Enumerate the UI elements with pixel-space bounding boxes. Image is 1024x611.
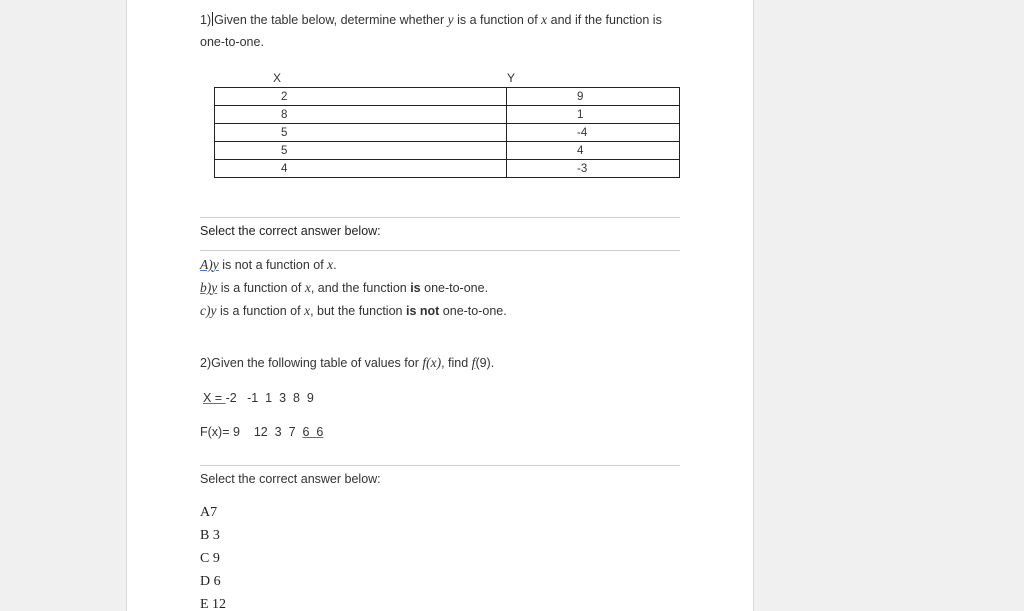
table-cell-x: 2 <box>215 88 507 106</box>
table-cell-y: 1 <box>507 106 680 124</box>
var-x: x <box>304 303 311 318</box>
option-text: is not a function of <box>218 258 328 272</box>
divider <box>200 217 680 218</box>
option-letter: A) <box>200 257 213 272</box>
table-cell-y: -4 <box>507 124 680 142</box>
table-cell-x: 8 <box>215 106 507 124</box>
question-1-number: 1) <box>200 13 212 27</box>
table-row <box>215 88 680 106</box>
question-2-part1: 2)Given the following table of values for <box>200 356 423 370</box>
question-2-select-label: Select the correct answer below: <box>200 472 381 486</box>
text-cursor <box>212 12 213 26</box>
option-text: , but the function <box>310 304 406 318</box>
option-letter: c) <box>200 303 211 318</box>
table-row <box>215 142 680 160</box>
divider <box>200 250 680 251</box>
fx-values-row <box>200 425 323 439</box>
var-y: y <box>211 280 218 295</box>
option-text: , and the function <box>310 281 411 295</box>
question-1-select-label: Select the correct answer below: <box>200 224 381 238</box>
var-x: x <box>304 280 311 295</box>
divider <box>200 465 680 466</box>
question-1-part3: and if the function is one-to-one. <box>200 13 662 49</box>
answer-option-a[interactable] <box>200 257 337 273</box>
var-f: f <box>471 355 476 370</box>
option-text: one-to-one. <box>439 304 507 318</box>
table-row <box>215 124 680 142</box>
question-1-part2: is a function of <box>453 13 542 27</box>
column-header-y: Y <box>507 71 516 85</box>
question-1-part1: Given the table below, determine whether <box>214 13 448 27</box>
option-text: one-to-one. <box>420 281 489 295</box>
column-header-x: X <box>273 71 282 85</box>
xy-table <box>214 87 680 178</box>
table-cell-y: 4 <box>507 142 680 160</box>
option-bold-text: is <box>410 281 421 295</box>
table-cell-x: 4 <box>215 160 507 178</box>
answer-option-a[interactable]: A7 <box>200 505 218 520</box>
x-values-label: X = <box>203 391 226 405</box>
var-y: y <box>212 257 219 272</box>
answer-option-c[interactable]: C 9 <box>200 551 220 566</box>
table-cell-y: -3 <box>507 160 680 178</box>
var-y: y <box>210 303 217 318</box>
answer-option-b[interactable]: B 3 <box>200 528 220 543</box>
answer-option-c[interactable] <box>200 303 507 319</box>
option-bold-text: is not <box>405 304 440 318</box>
question-1-text <box>200 9 680 53</box>
table-cell-y: 9 <box>507 88 680 106</box>
question-2-text <box>200 355 494 371</box>
document-page <box>126 0 754 611</box>
answer-option-b[interactable] <box>200 280 488 296</box>
fx-values: 9 12 3 7 <box>232 425 303 439</box>
var-x: x <box>327 257 334 272</box>
fx-values-label: F(x)= <box>200 425 233 439</box>
option-text: is a function of <box>217 281 305 295</box>
answer-option-d[interactable]: D 6 <box>200 574 221 589</box>
option-text: . <box>333 258 337 272</box>
table-cell-x: 5 <box>215 142 507 160</box>
var-x: x <box>541 12 548 27</box>
question-2-part3: (9). <box>475 356 495 370</box>
x-values: -2 -1 1 3 8 9 <box>225 391 314 405</box>
table-row <box>215 160 680 178</box>
var-fx: f(x) <box>422 355 442 370</box>
option-letter: b) <box>200 280 212 295</box>
table-row <box>215 106 680 124</box>
fx-values-tail: 6 6 <box>302 425 324 439</box>
x-values-row <box>203 391 314 405</box>
var-y: y <box>447 12 454 27</box>
question-2-part2: , find <box>441 356 472 370</box>
table-cell-x: 5 <box>215 124 507 142</box>
option-text: is a function of <box>216 304 305 318</box>
answer-option-e[interactable]: E 12 <box>200 597 227 611</box>
